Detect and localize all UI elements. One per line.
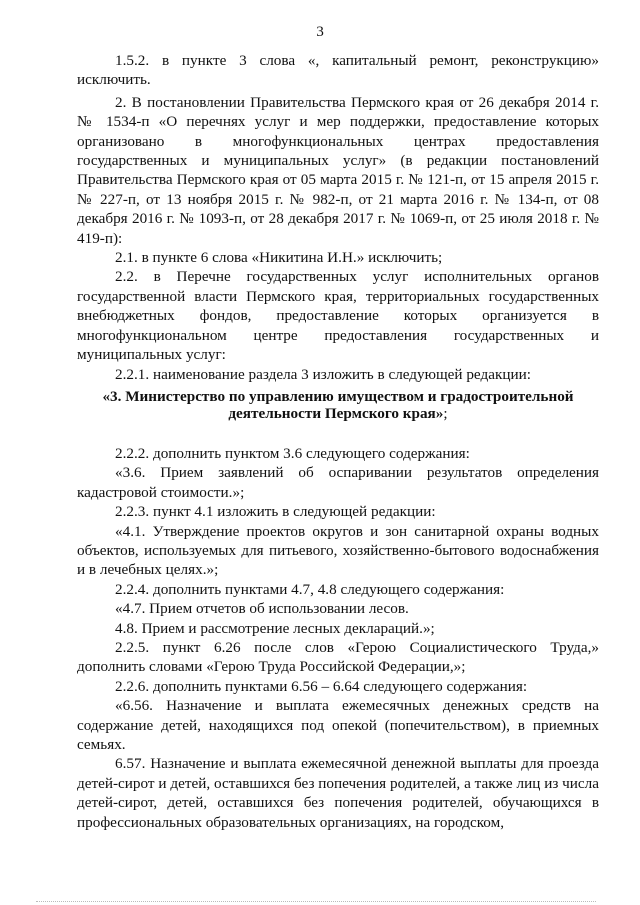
paragraph-2-2-6: 2.2.6. дополнить пунктами 6.56 – 6.64 следующего содержания:: [115, 677, 528, 695]
page-number: 3: [316, 23, 324, 40]
paragraph-3-6: «3.6. Прием заявлений об оспаривании результатов определения кадастровой стоимости.»;: [77, 464, 599, 501]
scan-edge-rule: [36, 901, 596, 903]
paragraph-2-2-4: 2.2.4. дополнить пунктами 4.7, 4.8 следующего содержания:: [115, 580, 505, 598]
paragraph-6-57: 6.57. Назначение и выплата ежемесячной денежной выплаты для проезда детей-сирот и детей, оставшихся без попечения родителей, а также лиц из числа детей-сирот, детей, оставшихся без попечения родителей, обучающихся в профессиональных образовательных организациях, на городском,: [77, 755, 599, 831]
paragraph-2-2-3: 2.2.3. пункт 4.1 изложить в следующей редакции:: [115, 503, 436, 521]
paragraph-2: 2. В постановлении Правительства Пермского края от 26 декабря 2014 г. № 1534-п «О перечнях услуг и мер поддержки, предоставление которых организовано в многофункциональных центрах предоставления государственных и муниципальных услуг» (в редакции постановлений Правительства Пермского края от 05 марта 2015 г. № 121-п, от 15 апреля 2015 г. № 227-п, от 13 ноября 2015 г. № 982-п, от 21 марта 2016 г. № 134-п, от 08 декабря 2016 г. № 1093-п, от 28 декабря 2017 г. № 1069-п, от 25 июля 2018 г. № 419-п):: [77, 93, 599, 247]
paragraph-6-56: «6.56. Назначение и выплата ежемесячных денежных средств на содержание детей, находящихся под опекой (попечительством), в приемных семьях.: [77, 697, 599, 753]
paragraph-2-2-2: 2.2.2. дополнить пунктом 3.6 следующего содержания:: [115, 444, 470, 462]
paragraph-4-7: «4.7. Прием отчетов об использовании лесов.: [115, 600, 409, 618]
paragraph-2-2: 2.2. в Перечне государственных услуг исполнительных органов государственной власти Пермского края, территориальных государственных внебюджетных фондов, предоставление которых организуется в многофункциональном центре предоставления государственных и муниципальных услуг:: [77, 268, 599, 364]
paragraph-2-2-5: 2.2.5. пункт 6.26 после слов «Герою Социалистического Труда,» дополнить словами «Герою Труда Российской Федерации,»;: [77, 638, 599, 676]
section-3-heading: [77, 388, 599, 423]
paragraph-4-8: 4.8. Прием и рассмотрение лесных деклараций.»;: [115, 619, 435, 637]
paragraph-1-5-2: 1.5.2. в пункте 3 слова «, капитальный ремонт, реконструкцию» исключить.: [77, 52, 599, 89]
paragraph-2-1: 2.1. в пункте 6 слова «Никитина И.Н.» исключить;: [115, 249, 443, 267]
paragraph-2-2-1: 2.2.1. наименование раздела 3 изложить в следующей редакции:: [115, 365, 531, 383]
section-3-heading-text: «3. Министерство по управлению имуществом и градостроительной деятельности Пермского края»: [102, 387, 574, 423]
document-body: [77, 51, 599, 832]
paragraph-4-1: «4.1. Утверждение проектов округов и зон санитарной охраны водных объектов, используемых для питьевого, хозяйственно-бытового водоснабжения и в лечебных целях.»;: [77, 522, 599, 579]
section-3-heading-tail: ;: [443, 405, 448, 423]
